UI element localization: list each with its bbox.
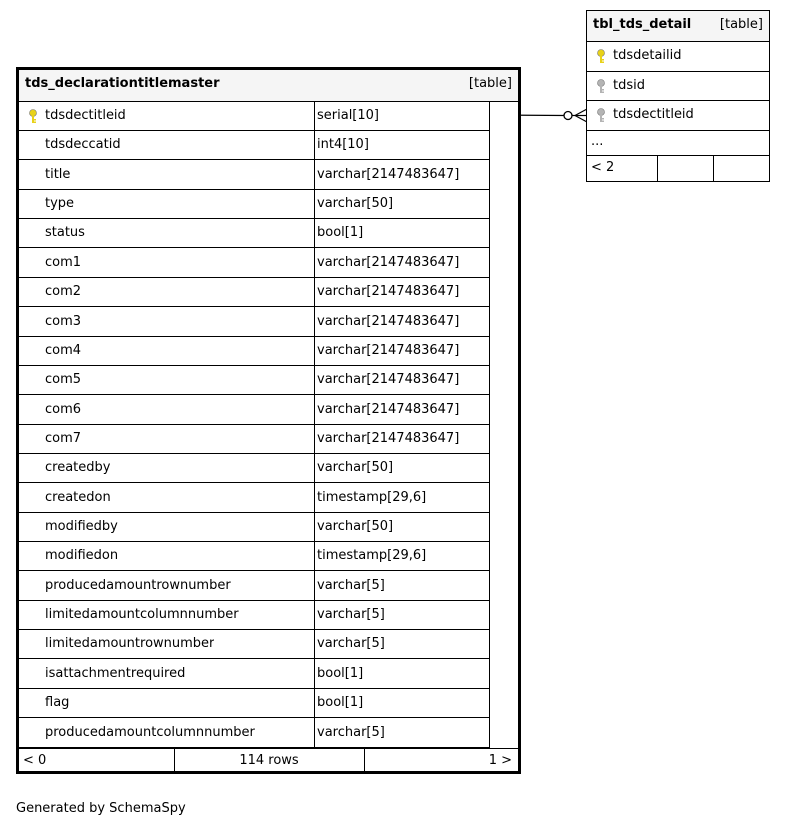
- table-row[interactable]: [19, 630, 490, 659]
- main-table: [16, 67, 521, 774]
- column-type: int4[10]: [317, 137, 369, 153]
- table-row[interactable]: [19, 542, 490, 571]
- table-row[interactable]: [19, 131, 490, 160]
- column-divider: [489, 102, 490, 748]
- column-type: varchar[50]: [317, 460, 394, 476]
- footer-divider: [713, 156, 714, 181]
- primary-key-icon: [597, 49, 605, 64]
- column-name: tdsdectitleid: [45, 108, 126, 123]
- table-row[interactable]: [19, 660, 490, 689]
- column-name: com7: [45, 430, 82, 446]
- column-type: varchar[5]: [317, 607, 385, 623]
- detail-table-header[interactable]: [587, 11, 769, 42]
- footer-row-count: 114 rows: [239, 753, 299, 768]
- detail-table-kind: [table]: [719, 17, 763, 32]
- column-name: modifiedby: [45, 519, 118, 535]
- column-type: varchar[50]: [317, 519, 394, 535]
- column-type: varchar[2147483647]: [317, 284, 460, 300]
- table-row[interactable]: [19, 601, 490, 630]
- column-name: com3: [45, 313, 82, 329]
- table-row[interactable]: [19, 719, 490, 748]
- table-row[interactable]: [19, 308, 490, 337]
- table-row[interactable]: [19, 454, 490, 483]
- column-type: bool[1]: [317, 695, 364, 711]
- footer-divider: [364, 749, 365, 772]
- column-name: title: [45, 166, 71, 182]
- table-row[interactable]: [19, 249, 490, 278]
- main-table-footer: [19, 748, 518, 772]
- column-type: varchar[5]: [317, 577, 385, 593]
- table-row[interactable]: [19, 366, 490, 395]
- main-table-name: tds_declarationtitlemaster: [25, 76, 220, 91]
- foreign-key-icon: [597, 79, 605, 94]
- table-row[interactable]: [19, 219, 490, 248]
- detail-table-name: tbl_tds_detail: [593, 17, 692, 32]
- column-type: timestamp[29,6]: [317, 548, 427, 564]
- column-type: varchar[2147483647]: [317, 166, 460, 182]
- table-row[interactable]: [19, 161, 490, 190]
- table-row[interactable]: [587, 42, 769, 72]
- main-table-header[interactable]: [19, 70, 518, 102]
- column-type: bool[1]: [317, 665, 364, 681]
- table-row[interactable]: [19, 572, 490, 601]
- column-name: com5: [45, 372, 82, 388]
- column-divider: [314, 102, 315, 748]
- column-name: com2: [45, 284, 82, 300]
- column-type: varchar[2147483647]: [317, 401, 460, 417]
- table-row[interactable]: [19, 484, 490, 513]
- footer-divider: [657, 156, 658, 181]
- table-row[interactable]: [19, 513, 490, 542]
- column-name: producedamountcolumnnumber: [45, 724, 255, 740]
- column-type: varchar[2147483647]: [317, 254, 460, 270]
- main-table-kind: [table]: [468, 76, 512, 91]
- column-type: varchar[5]: [317, 724, 385, 740]
- column-type: timestamp[29,6]: [317, 489, 427, 505]
- primary-key-icon: [29, 109, 37, 124]
- table-row[interactable]: [19, 396, 490, 425]
- column-name: tdsdetailid: [613, 48, 682, 63]
- generated-by-text: Generated by SchemaSpy: [16, 801, 186, 816]
- column-name: producedamountrownumber: [45, 577, 231, 593]
- column-name: com4: [45, 342, 82, 358]
- column-name: limitedamountcolumnnumber: [45, 607, 239, 623]
- detail-ellipsis-row: [587, 131, 769, 156]
- table-row[interactable]: [19, 337, 490, 366]
- column-type: varchar[5]: [317, 636, 385, 652]
- column-name: tdsid: [613, 77, 645, 93]
- table-row[interactable]: [19, 425, 490, 454]
- column-type: varchar[2147483647]: [317, 430, 460, 446]
- column-name: tdsdeccatid: [45, 137, 121, 153]
- table-row[interactable]: [587, 101, 769, 131]
- column-name: status: [45, 225, 85, 241]
- table-row[interactable]: [19, 102, 490, 131]
- column-name: flag: [45, 695, 70, 711]
- column-type: varchar[2147483647]: [317, 313, 460, 329]
- ellipsis-text: ...: [591, 134, 604, 149]
- column-name: tdsdectitleid: [613, 107, 694, 122]
- column-name: createdby: [45, 460, 111, 476]
- footer-parents-count[interactable]: < 0: [23, 753, 47, 768]
- detail-table: [586, 10, 770, 182]
- column-type: varchar[2147483647]: [317, 342, 460, 358]
- detail-table-footer: [587, 156, 769, 181]
- table-row[interactable]: [19, 190, 490, 219]
- table-row[interactable]: [19, 689, 490, 718]
- column-name: modifiedon: [45, 548, 119, 564]
- column-type: varchar[2147483647]: [317, 372, 460, 388]
- column-name: createdon: [45, 489, 111, 505]
- column-name: com1: [45, 254, 82, 270]
- table-row[interactable]: [19, 278, 490, 307]
- column-name: limitedamountrownumber: [45, 636, 215, 652]
- column-name: type: [45, 196, 75, 212]
- column-name: com6: [45, 401, 82, 417]
- column-type: bool[1]: [317, 225, 364, 241]
- footer-children-count[interactable]: 1 >: [488, 753, 512, 768]
- column-type: serial[10]: [317, 108, 379, 123]
- foreign-key-icon: [597, 108, 605, 123]
- column-name: isattachmentrequired: [45, 665, 186, 681]
- column-type: varchar[50]: [317, 196, 394, 212]
- detail-footer-parents-count[interactable]: < 2: [591, 160, 615, 175]
- table-row[interactable]: [587, 72, 769, 102]
